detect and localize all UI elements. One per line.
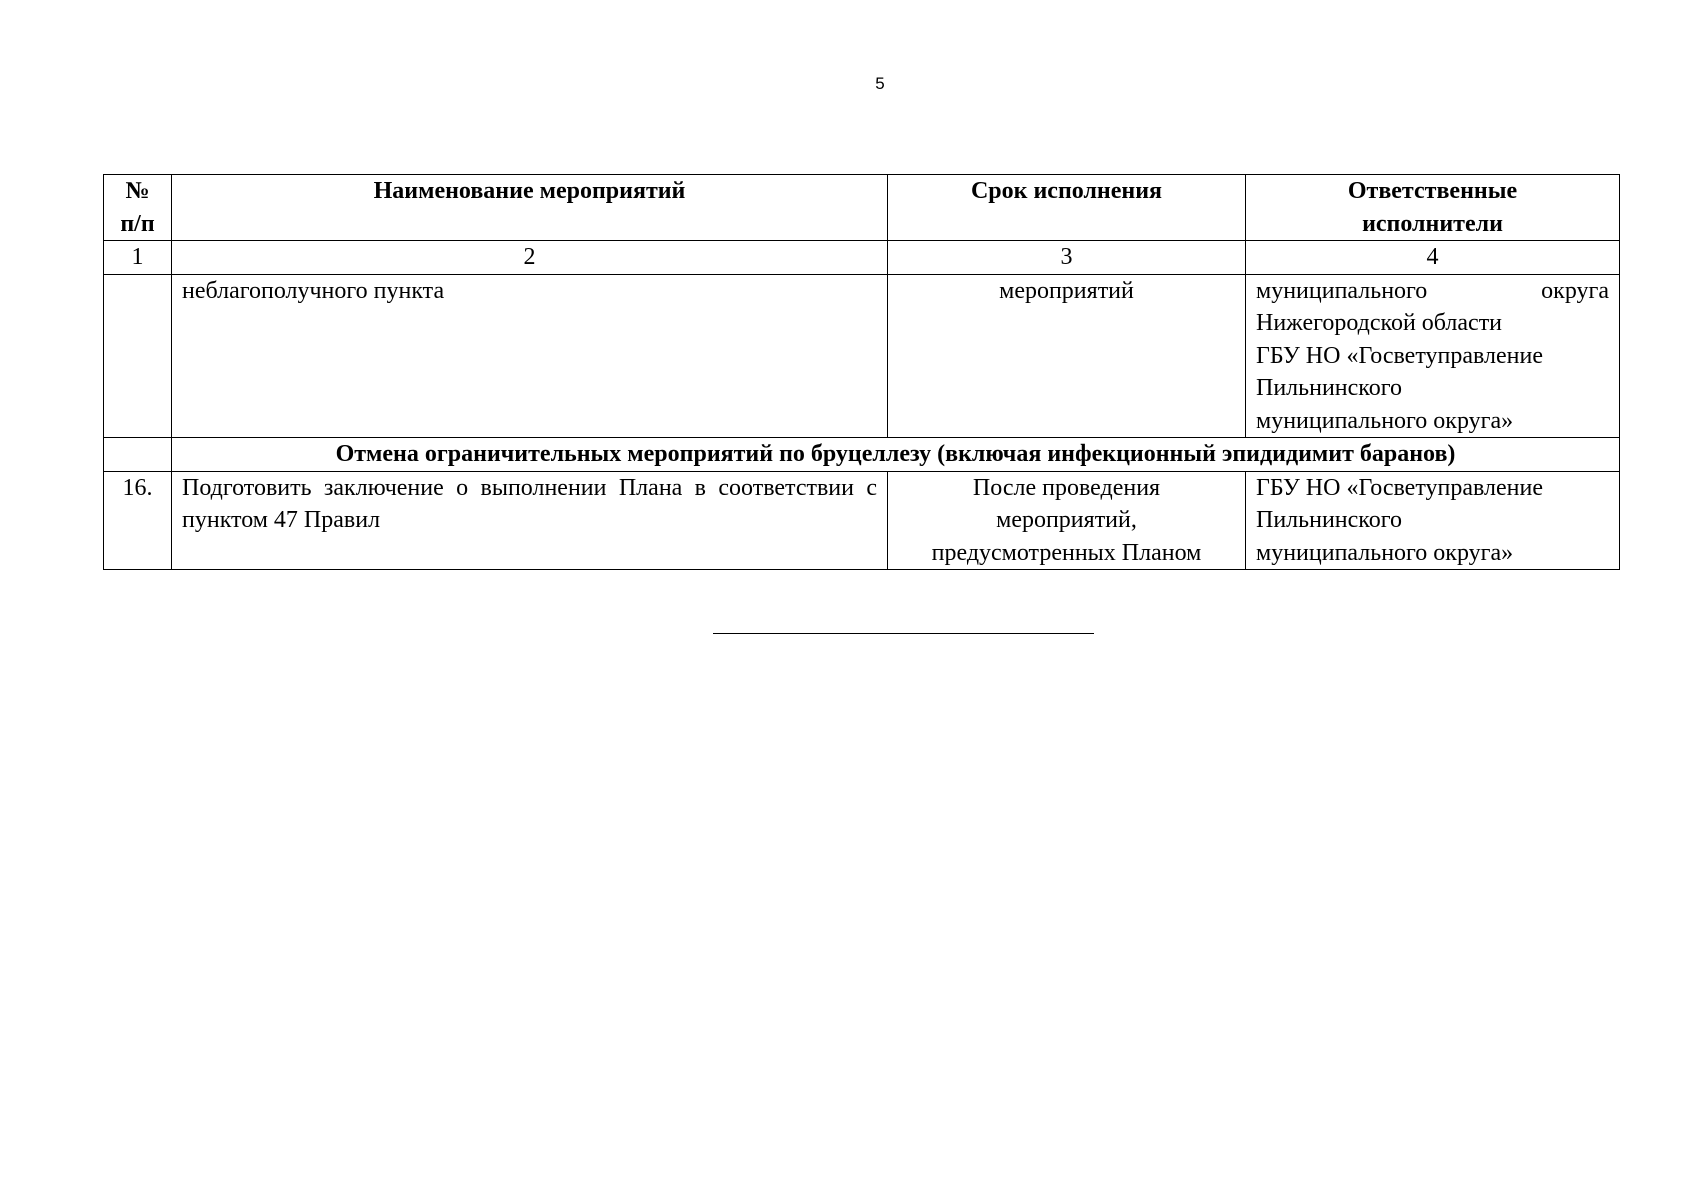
row-16-responsible-line3: муниципального округа»	[1256, 539, 1514, 566]
continuation-number	[104, 274, 172, 438]
header-name: Наименование мероприятий	[172, 175, 888, 241]
row-16-responsible-line2: Пильнинского	[1256, 507, 1402, 533]
header-number-line1: №	[125, 178, 150, 204]
responsible-line-3: ГБУ НО «Госветуправление	[1256, 342, 1543, 369]
row-16-responsible-line1: ГБУ НО «Госветуправление	[1256, 474, 1543, 501]
continuation-term: мероприятий	[888, 274, 1246, 438]
column-numbers-row	[104, 241, 1620, 275]
column-number-1: 1	[104, 241, 172, 275]
row-16-name: Подготовить заключение о выполнении Плана в соответствии с пунктом 47 Правил	[172, 471, 888, 570]
responsible-line-1-right: округа	[1541, 277, 1609, 304]
section-title: Отмена ограничительных мероприятий по бруцеллезу (включая инфекционный эпидидимит баранов)	[172, 438, 1620, 472]
column-number-3: 3	[888, 241, 1246, 275]
row-16-term	[888, 471, 1246, 570]
column-number-2: 2	[172, 241, 888, 275]
table-header-row	[104, 175, 1620, 241]
section-row	[104, 438, 1620, 472]
row-16-term-line1: После проведения	[972, 474, 1161, 501]
row-16-term-line2: мероприятий,	[996, 507, 1137, 533]
header-responsible	[1246, 175, 1620, 241]
row-16-term-line3: предусмотренных Планом	[931, 539, 1202, 566]
row-16-number: 16.	[104, 471, 172, 570]
header-number-line2: п/п	[120, 210, 155, 237]
continuation-name: неблагополучного пункта	[172, 274, 888, 438]
header-responsible-line2: исполнители	[1362, 210, 1503, 237]
activities-table	[103, 174, 1620, 570]
closing-rule-divider	[713, 633, 1094, 634]
responsible-line-4: Пильнинского	[1256, 375, 1402, 401]
header-number	[104, 175, 172, 241]
header-responsible-line1: Ответственные	[1347, 178, 1518, 204]
column-number-4: 4	[1246, 241, 1620, 275]
responsible-line-1-left: муниципального	[1256, 277, 1428, 304]
responsible-line-5: муниципального округа»	[1256, 407, 1514, 434]
page-number: 5	[875, 74, 885, 93]
section-number-empty	[104, 438, 172, 472]
responsible-line-1	[1256, 275, 1609, 308]
table-row	[104, 274, 1620, 438]
table-row	[104, 471, 1620, 570]
continuation-responsible	[1246, 274, 1620, 438]
header-term: Срок исполнения	[888, 175, 1246, 241]
responsible-line-2: Нижегородской области	[1256, 310, 1503, 336]
row-16-responsible	[1246, 471, 1620, 570]
